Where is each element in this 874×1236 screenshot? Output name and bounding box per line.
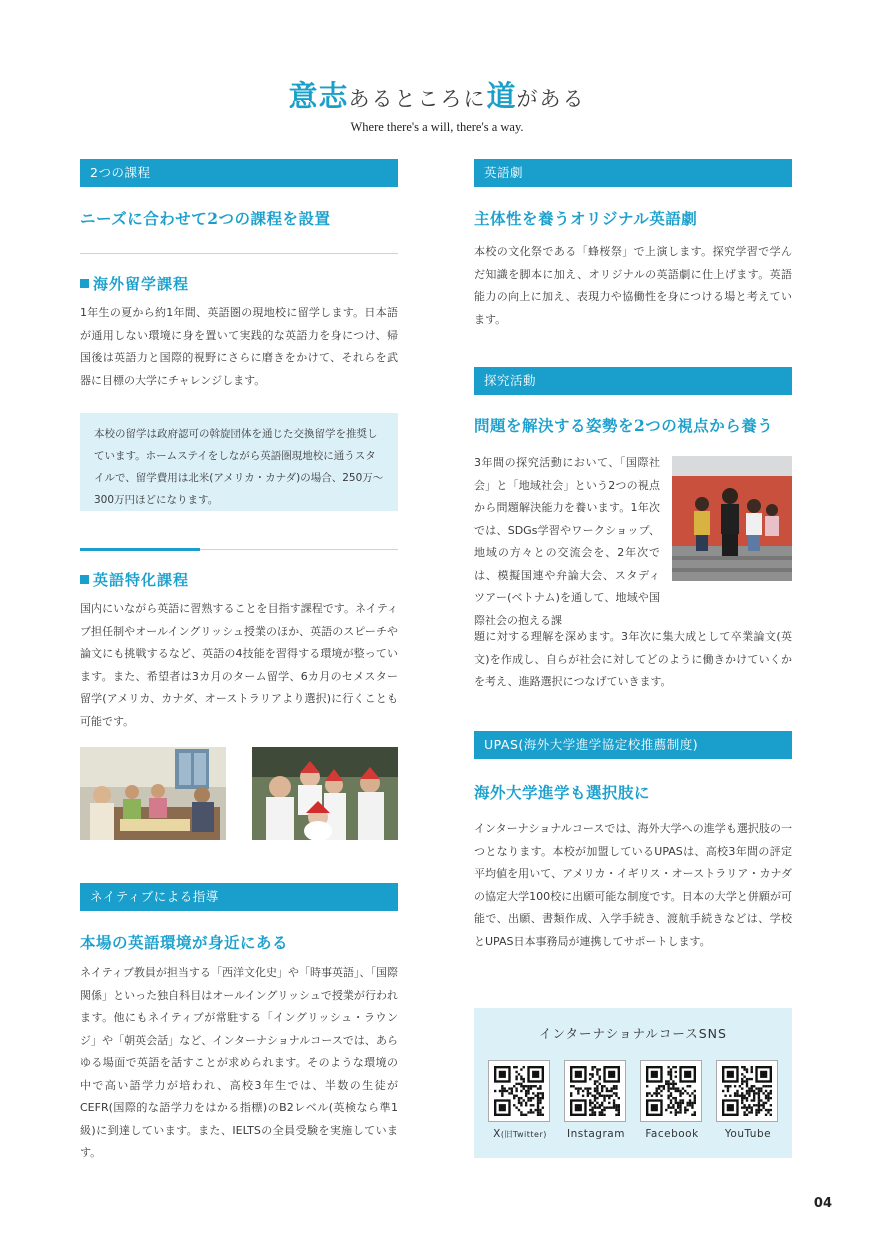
inquiry-body-full: 題に対する理解を深めます。3年次に集大成として卒業論文(英文)を作成し、自らが社会に対してどのように働きかけていくかを考え、進路選択につなげていきます。 (474, 630, 792, 688)
upas-body: インターナショナルコースでは、海外大学への進学も選択肢の一つとなります。本校が加盟しているUPASは、高校3年間の評定平均値を用いて、アメリカ・イギリス・オーストラリア・カナダの協定大学100校に出願可能な制度です。日本の大学と併願が可能で、出願、書類作成、入学手続き、渡航手続きなどは、学校とUPAS日本事務局が連携してサポートします。 (474, 822, 792, 948)
study-abroad-note: 本校の留学は政府認可の斡旋団体を通じた交換留学を推奨しています。ホームステイをしながら英語圏現地校に通うスタイルで、留学費用は北米(アメリカ・カナダ)の場合、250万〜300万円ほどになります。 (80, 413, 398, 511)
sns-x[interactable] (488, 1060, 552, 1140)
section-divider-accent (80, 549, 398, 550)
sns-youtube-label: YouTube (724, 1128, 772, 1140)
sns-x-label: X(旧Twitter) (493, 1128, 547, 1140)
section-bar-inquiry: 探究活動 (474, 367, 792, 395)
subheading-english-special: 英語特化課程 (80, 569, 189, 590)
section-divider (80, 253, 398, 254)
square-bullet-icon (80, 279, 89, 288)
divider-accent-bar (80, 548, 200, 551)
sns-facebook-label: Facebook (645, 1128, 699, 1140)
section-bar-courses: 2つの課程 (80, 159, 398, 187)
classroom-photo (80, 747, 226, 840)
sns-facebook[interactable] (640, 1060, 704, 1140)
section-heading-native: 本場の英語環境が身近にある (80, 933, 289, 952)
sns-title: インターナショナルコースSNS (539, 1026, 727, 1041)
square-bullet-icon (80, 575, 89, 584)
subheading-study-abroad: 海外留学課程 (80, 273, 189, 294)
native-body: ネイティブ教員が担当する「西洋文化史」や「時事英語」、「国際関係」といった独自科目はオールイングリッシュで授業が行われます。他にもネイティブが常駐する「イングリッシュ・ラウンジ」や「朝英会話」など、インターナショナルコースでは、あらゆる場面で英語を話すことが求められます。そのような環境の中で高い語学力が培われ、高校3年生では、半数の生徒がCEFR(国際的な語学力をはかる指標)のB2レベル(英検なら準1級)に到達しています。また、IELTSの全員受験を実施しています。 (80, 966, 398, 1159)
qr-code-icon[interactable] (716, 1060, 778, 1122)
section-heading-drama: 主体性を養うオリジナル英語劇 (474, 209, 698, 228)
section-bar-upas: UPAS(海外大学進学協定校推薦制度) (474, 731, 792, 759)
section-bar-native: ネイティブによる指導 (80, 883, 398, 911)
christmas-photo (252, 747, 398, 840)
sns-instagram[interactable] (564, 1060, 628, 1140)
study-abroad-body: 1年生の夏から約1年間、英語圏の現地校に留学します。日本語が通用しない環境に身を置いて実践的な英語力を身につけ、帰国後は英語力と国際的視野にさらに磨きをかけて、それらを武器に目標の大学にチャレンジします。 (80, 306, 398, 387)
qr-code-icon[interactable] (564, 1060, 626, 1122)
sns-instagram-label: Instagram (567, 1128, 625, 1140)
page-number: 04 (813, 1196, 832, 1211)
qr-code-icon[interactable] (640, 1060, 702, 1122)
section-heading-inquiry: 問題を解決する姿勢を2つの視点から養う (474, 416, 774, 435)
section-heading-courses: ニーズに合わせて2つの課程を設置 (80, 209, 331, 228)
page-subtitle: Where there's a will, there's a way. (350, 120, 524, 134)
title-part2: あるところに (348, 87, 487, 111)
title-part4: がある (516, 87, 586, 111)
drama-body: 本校の文化祭である「蜂桜祭」で上演します。探究学習で学んだ知識を脚本に加え、オリジナルの英語劇に仕上げます。英語能力の向上に加え、表現力や協働性を身につける場と考えています。 (474, 245, 792, 326)
section-heading-upas: 海外大学進学も選択肢に (474, 783, 651, 802)
sns-box (474, 1008, 792, 1158)
qr-code-icon[interactable] (488, 1060, 550, 1122)
title-part3: 道 (486, 79, 517, 113)
sns-youtube[interactable] (716, 1060, 780, 1140)
page-title (0, 74, 874, 115)
students-photo (672, 456, 792, 581)
english-special-body: 国内にいながら英語に習熟することを目指す課程です。ネイティブ担任制やオールイングリッシュ授業のほか、英語のスピーチや論文にも挑戦するなど、英語の4技能を習得する環境が整っています。また、希望者は3カ月のターム留学、6カ月のセメスター留学(アメリカ、カナダ、オーストラリアより選択)に行くことも可能です。 (80, 602, 398, 728)
title-part1: 意志 (288, 79, 349, 113)
inquiry-body-wrap: 3年間の探究活動において、「国際社会」と「地域社会」という2つの視点から問題解決能力を養います。1年次では、SDGs学習やワークショップ、地域の方々との交流会を、2年次では、模擬国連や弁論大会、スタディツアー(ベトナム)を通して、地域や国際社会の抱える課 (474, 456, 660, 627)
section-bar-drama: 英語劇 (474, 159, 792, 187)
